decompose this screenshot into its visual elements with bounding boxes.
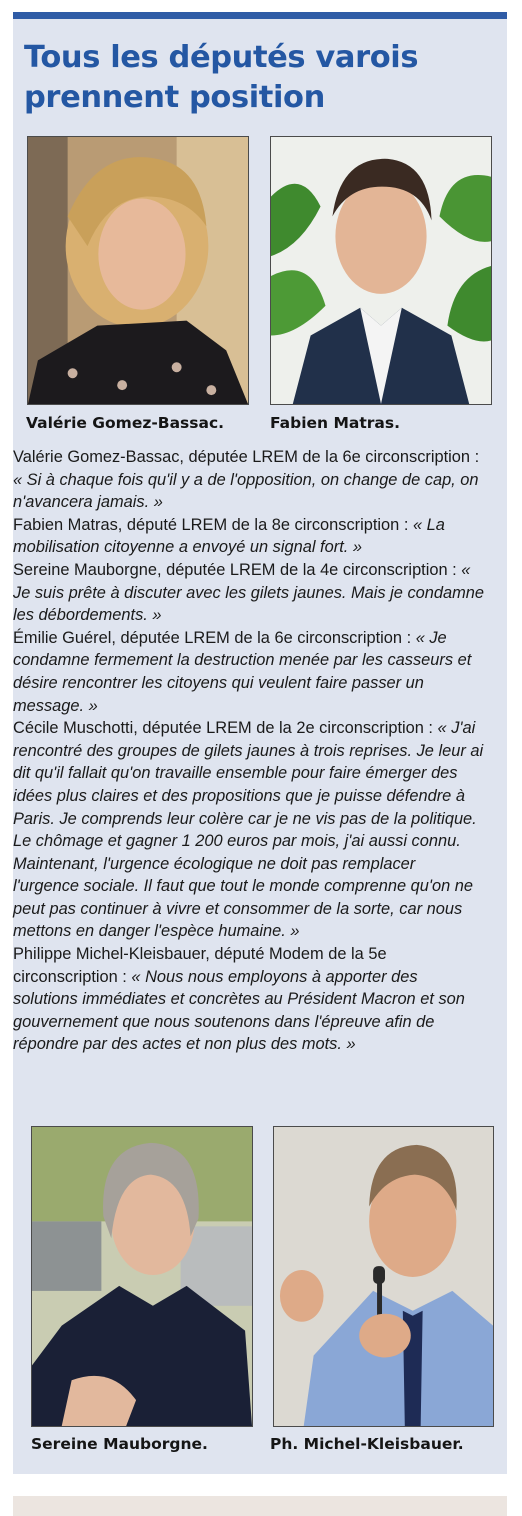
statement-speaker: Philippe Michel-Kleisbauer, député Modem de la 5e circonscription :	[13, 945, 387, 986]
statement-speaker: Cécile Muschotti, députée LREM de la 2e circonscription :	[13, 719, 438, 738]
photo-caption-gomez-bassac: Valérie Gomez-Bassac.	[26, 414, 225, 432]
statement-quote: « Si à chaque fois qu'il y a de l'opposition, on change de cap, on n'avancera jamais. »	[13, 470, 479, 512]
statement-speaker: Valérie Gomez-Bassac, députée LREM de la 6e circonscription :	[13, 448, 480, 466]
statement-matras	[13, 514, 485, 559]
statement-quote: « Nous nous employons à apporter des solutions immédiates et concrètes au Président Macron et son gouvernement que nous soutenons dans l'épreuve afin de répondre par des actes et non plus des mots. »	[13, 967, 465, 1054]
statement-gomez-bassac	[13, 446, 485, 514]
statement-muschotti	[13, 717, 485, 943]
statement-mauborgne	[13, 559, 485, 627]
statement-quote: « Je suis prête à discuter avec les gilets jaunes. Mais je condamne les débordements. »	[13, 560, 485, 625]
photo-michel-kleisbauer	[273, 1126, 494, 1427]
portrait-image	[28, 137, 248, 404]
statement-speaker: Sereine Mauborgne, députée LREM de la 4e circonscription :	[13, 560, 462, 579]
photo-mauborgne	[31, 1126, 253, 1427]
statement-michel-kleisbauer	[13, 943, 485, 1056]
photo-caption-michel-kleisbauer: Ph. Michel-Kleisbauer.	[270, 1435, 464, 1453]
portrait-image	[274, 1127, 493, 1426]
statement-guerel	[13, 627, 485, 717]
statement-speaker: Fabien Matras, député LREM de la 8e circonscription :	[13, 515, 413, 534]
photo-matras	[270, 136, 492, 405]
portrait-image	[32, 1127, 252, 1426]
statements-list	[13, 446, 485, 1056]
next-article-strip	[13, 1496, 507, 1516]
article-headline: Tous les députés varois prennent position	[24, 40, 419, 115]
statement-quote: « Je condamne fermement la destruction menée par les casseurs et désire rencontrer les citoyens qui veulent faire passer un message. »	[13, 628, 472, 715]
photo-caption-matras: Fabien Matras.	[270, 414, 401, 432]
statement-quote: « La mobilisation citoyenne a envoyé un signal fort. »	[13, 515, 445, 557]
accent-bar	[13, 12, 507, 19]
photo-gomez-bassac	[27, 136, 249, 405]
statement-speaker: Émilie Guérel, députée LREM de la 6e circonscription :	[13, 628, 416, 647]
portrait-image	[271, 137, 491, 404]
photo-caption-mauborgne: Sereine Mauborgne.	[31, 1435, 208, 1453]
statement-quote: « J'ai rencontré des groupes de gilets jaunes à trois reprises. Je leur ai dit qu'il fallait qu'on travaille ensemble pour faire émerger des idées plus claires et des propositions que je puisse défendre à Paris. Je comprends leur colère car je ne vis pas de la politique. Le chômage et gagner 1 200 euros par mois, j'ai aussi connu. Maintenant, l'urgence écologique ne doit pas remplacer l'urgence sociale. Il faut que tout le monde comprenne qu'on ne peut pas continuer à vivre et consommer de la sorte, car nous mettons en danger l'espèce humaine. »	[13, 719, 484, 941]
